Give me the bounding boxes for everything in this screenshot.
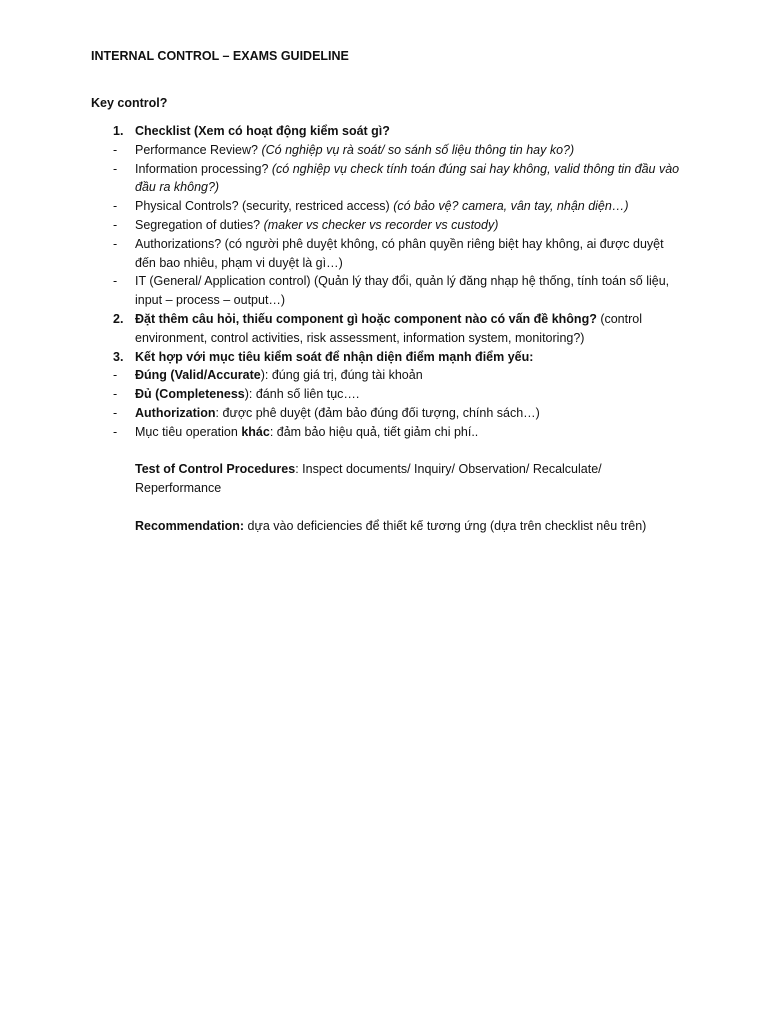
list-bullet: - xyxy=(113,424,118,439)
objective-heading-row xyxy=(91,348,681,367)
list-item-text: : đảm bảo hiệu quả, tiết giảm chi phí.. xyxy=(269,424,479,439)
list-item xyxy=(91,404,681,423)
list-number: 2. xyxy=(113,311,124,326)
spacer xyxy=(91,498,681,517)
list-bullet: - xyxy=(113,405,118,420)
list-item-text: IT (General/ Application control) (Quản lý thay đổi, quản lý đăng nhạp hệ thống, tính toán số liệu, input – process – output…) xyxy=(135,274,670,308)
component-heading: Đặt thêm câu hỏi, thiếu component gì hoặc component nào có vấn đề không? xyxy=(135,311,597,326)
list-item-label: Đúng (Valid/Accurate xyxy=(135,368,261,383)
list-item-label: Đủ (Completeness xyxy=(135,387,245,402)
list-bullet: - xyxy=(113,217,118,232)
checklist-heading: Checklist (Xem có hoạt động kiểm soát gì? xyxy=(135,124,390,138)
recommendation-text: dựa vào deficiencies để thiết kế tương ứng (dựa trên checklist nêu trên) xyxy=(244,518,647,533)
component-text: (control environment, control activities, risk assessment, information system, monitoring?) xyxy=(135,311,642,345)
list-item-prefix: Mục tiêu operation xyxy=(135,424,242,439)
list-item-label: Authorization xyxy=(135,405,216,420)
list-number: 3. xyxy=(113,349,124,364)
list-item xyxy=(91,197,681,216)
list-item-text: Segregation of duties? xyxy=(135,217,264,232)
list-item xyxy=(91,160,681,198)
list-item-text: Physical Controls? (security, restriced access) xyxy=(135,199,394,214)
list-bullet: - xyxy=(113,199,118,214)
list-item-text: ): đúng giá trị, đúng tài khoản xyxy=(260,368,423,383)
list-item-label: khác xyxy=(241,424,270,439)
list-bullet: - xyxy=(113,274,118,289)
component-heading-row xyxy=(91,310,681,348)
list-number: 1. xyxy=(113,124,124,138)
list-item-text: Authorizations? (có người phê duyệt không, có phân quyền riêng biệt hay không, ai được duyệt đến bao nhiêu, phạm vi duyệt là gì…) xyxy=(135,236,664,270)
list-bullet: - xyxy=(113,368,118,383)
spacer xyxy=(91,442,681,461)
list-bullet: - xyxy=(113,387,118,402)
test-of-control-paragraph xyxy=(135,460,681,498)
list-item-note: (có bảo vệ? camera, vân tay, nhận diện…) xyxy=(393,199,629,214)
list-item xyxy=(91,385,681,404)
list-item xyxy=(91,235,681,273)
key-control-heading: Key control? xyxy=(91,96,168,110)
list-item-note: (Có nghiệp vụ rà soát/ so sánh số liệu thông tin hay ko?) xyxy=(261,142,575,157)
list-item-note: (maker vs checker vs recorder vs custody) xyxy=(263,217,499,232)
list-bullet: - xyxy=(113,161,118,176)
test-of-control-text: : Inspect documents/ Inquiry/ Observation/ Recalculate/ Reperformance xyxy=(135,462,602,496)
list-item xyxy=(91,216,681,235)
list-bullet: - xyxy=(113,236,118,251)
recommendation-paragraph xyxy=(135,517,681,536)
list-item-text: ): đánh số liên tục…. xyxy=(244,387,360,402)
list-item-text: Performance Review? xyxy=(135,142,262,157)
list-bullet: - xyxy=(113,142,118,157)
test-of-control-label: Test of Control Procedures xyxy=(135,462,296,477)
list-item-text: Information processing? xyxy=(135,161,272,176)
objective-heading: Kết hợp với mục tiêu kiểm soát để nhận diện điểm mạnh điểm yếu: xyxy=(135,349,534,364)
list-item xyxy=(91,272,681,310)
list-item xyxy=(91,141,681,160)
list-item-text: : được phê duyệt (đảm bảo đúng đối tượng, chính sách…) xyxy=(215,405,540,420)
checklist-heading-row xyxy=(91,122,681,141)
list-item xyxy=(91,366,681,385)
list-item-note: (có nghiệp vụ check tính toán đúng sai hay không, valid thông tin đầu vào đầu ra không?) xyxy=(135,161,680,195)
document-body xyxy=(91,122,681,536)
document-title: INTERNAL CONTROL – EXAMS GUIDELINE xyxy=(91,49,349,63)
recommendation-label: Recommendation: xyxy=(135,518,245,533)
list-item xyxy=(91,423,681,442)
